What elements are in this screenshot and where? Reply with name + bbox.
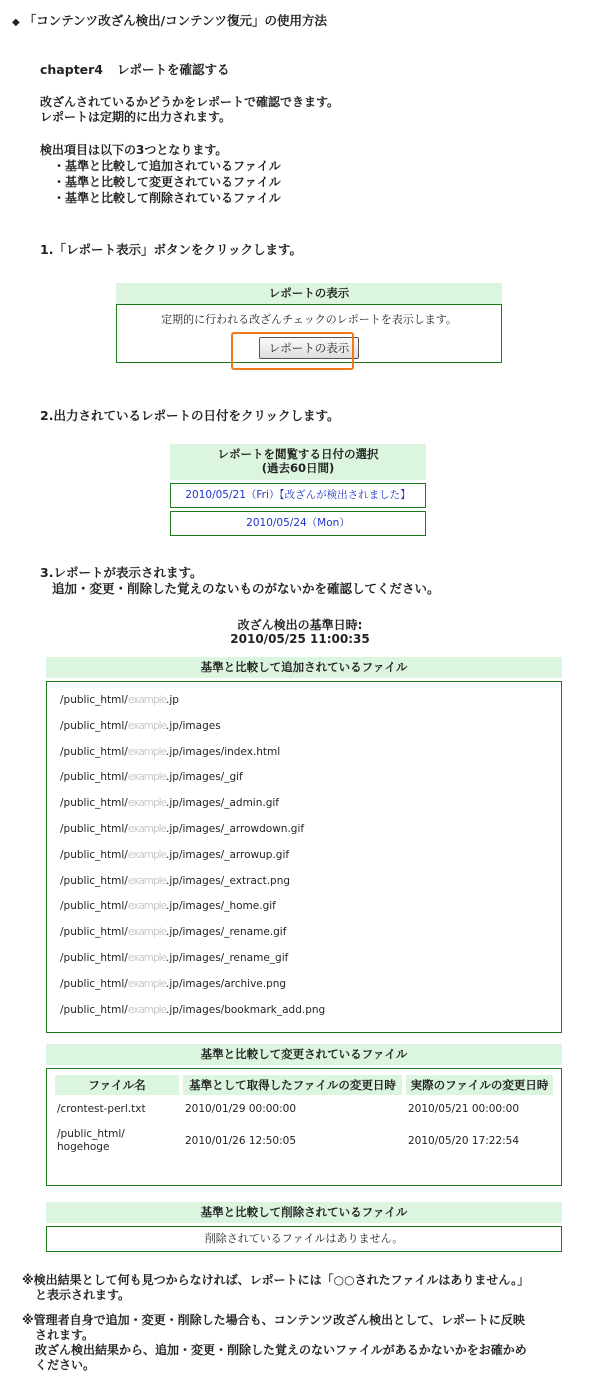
list-item: /public_html/example.jp/images/_admin.gif xyxy=(60,797,279,810)
list-item: /public_html/example.jp/images/index.html xyxy=(60,745,281,758)
list-item: ・基準と比較して変更されているファイル xyxy=(53,175,281,189)
intro-text: 改ざんされているかどうかをレポートで確認できます。 レポートは定期的に出力されます。 xyxy=(40,95,340,124)
redacted-text: example xyxy=(127,1003,167,1016)
step-3: 3.レポートが表示されます。 追加・変更・削除した覚えのないものがないかを確認してください。 xyxy=(40,565,440,596)
chapter-number: chapter4 xyxy=(40,62,104,77)
redacted-text: example xyxy=(127,823,167,835)
report-panel-header: レポートの表示 xyxy=(116,283,502,304)
added-files-panel xyxy=(46,657,562,1033)
date-panel-header: レポートを閲覧する日付の選択 (過去60日間) xyxy=(170,444,426,480)
redacted-text: example xyxy=(127,694,167,706)
redacted-text: example xyxy=(127,900,167,913)
date-panel xyxy=(170,444,426,536)
diamond-icon: ◆ xyxy=(12,17,20,28)
redacted-text: example xyxy=(127,771,167,784)
col-base-time: 基準として取得したファイルの変更日時 xyxy=(183,1075,402,1095)
list-item: /public_html/example.jp/images/archive.png xyxy=(60,977,287,990)
step-1: 1.「レポート表示」ボタンをクリックします。 xyxy=(40,242,302,257)
note-2: ※管理者自身で追加・変更・削除した場合も、コンテンツ改ざん検出として、レポートに反映 されます。 改ざん検出結果から、追加・変更・削除した覚えのないファイルがあるかないかをお確かめ ください。 xyxy=(22,1313,527,1372)
list-item: /public_html/example.jp/images/_extract.png xyxy=(60,874,291,887)
list-item: /public_html/example.jp/images/_rename_gif xyxy=(60,952,289,964)
chapter-title: レポートを確認する xyxy=(117,62,230,77)
redacted-text: example xyxy=(127,952,167,964)
deleted-files-panel xyxy=(46,1202,562,1252)
step-2: 2.出力されているレポートの日付をクリックします。 xyxy=(40,408,340,423)
table-row: /public_html/ hogehoge 2010/01/26 12:50:05 2010/05/20 17:22:54 xyxy=(57,1128,520,1153)
col-filename: ファイル名 xyxy=(55,1075,179,1095)
changed-files-panel xyxy=(46,1044,562,1186)
list-item: ・基準と比較して追加されているファイル xyxy=(53,159,281,173)
base-date-label: 改ざん検出の基準日時: xyxy=(237,618,363,632)
highlight-frame xyxy=(231,332,354,370)
changed-files-body xyxy=(46,1068,562,1186)
changed-files-table xyxy=(51,1071,557,1162)
deleted-files-header: 基準と比較して削除されているファイル xyxy=(46,1202,562,1223)
show-report-button[interactable]: レポートの表示 xyxy=(259,337,360,359)
list-item: /public_html/example.jp/images/_gif xyxy=(60,771,243,784)
list-item: /public_html/example.jp/images/_arrowup.gif xyxy=(60,848,290,861)
redacted-text: example xyxy=(127,848,167,861)
redacted-text: example xyxy=(127,926,167,939)
page-title: ◆ 「コンテンツ改ざん検出/コンテンツ復元」の使用方法 xyxy=(12,13,328,28)
redacted-text: example xyxy=(127,745,167,758)
list-item: /public_html/example.jp/images/_rename.gif xyxy=(60,926,287,939)
list-item: ・基準と比較して削除されているファイル xyxy=(53,191,281,205)
date-link-1[interactable]: 2010/05/21（Fri）【改ざんが検出されました】 xyxy=(170,483,426,508)
chapter-heading xyxy=(40,60,230,78)
col-actual-time: 実際のファイルの変更日時 xyxy=(406,1075,553,1095)
detection-items xyxy=(40,142,281,206)
redacted-text: example xyxy=(127,719,167,732)
base-date xyxy=(0,618,600,646)
table-row: /crontest-perl.txt 2010/01/29 00:00:00 2010/05/21 00:00:00 xyxy=(57,1103,520,1115)
list-item: /public_html/example.jp/images xyxy=(60,719,221,732)
list-item: /public_html/example.jp/images/_arrowdown.gif xyxy=(60,823,305,835)
redacted-text: example xyxy=(127,874,167,887)
list-item: /public_html/example.jp/images/_home.gif xyxy=(60,900,276,913)
note-1: ※検出結果として何も見つからなければ、レポートには「○○されたファイルはありません。」 と表示されます。 xyxy=(22,1273,530,1302)
list-item: /public_html/example.jp/images/bookmark_add.png xyxy=(60,1003,326,1016)
deleted-files-message: 削除されているファイルはありません。 xyxy=(46,1226,562,1252)
redacted-text: example xyxy=(127,797,167,810)
list-item: /public_html/example.jp xyxy=(60,694,179,706)
report-description: 定期的に行われる改ざんチェックのレポートを表示します。 xyxy=(161,313,457,326)
redacted-text: example xyxy=(127,977,167,990)
changed-files-header: 基準と比較して変更されているファイル xyxy=(46,1044,562,1065)
date-link-2[interactable]: 2010/05/24（Mon） xyxy=(170,511,426,536)
table-header-row xyxy=(55,1075,553,1095)
base-date-value: 2010/05/25 11:00:35 xyxy=(230,632,370,646)
items-heading: 検出項目は以下の3つとなります。 xyxy=(40,143,228,157)
added-files-header: 基準と比較して追加されているファイル xyxy=(46,657,562,678)
